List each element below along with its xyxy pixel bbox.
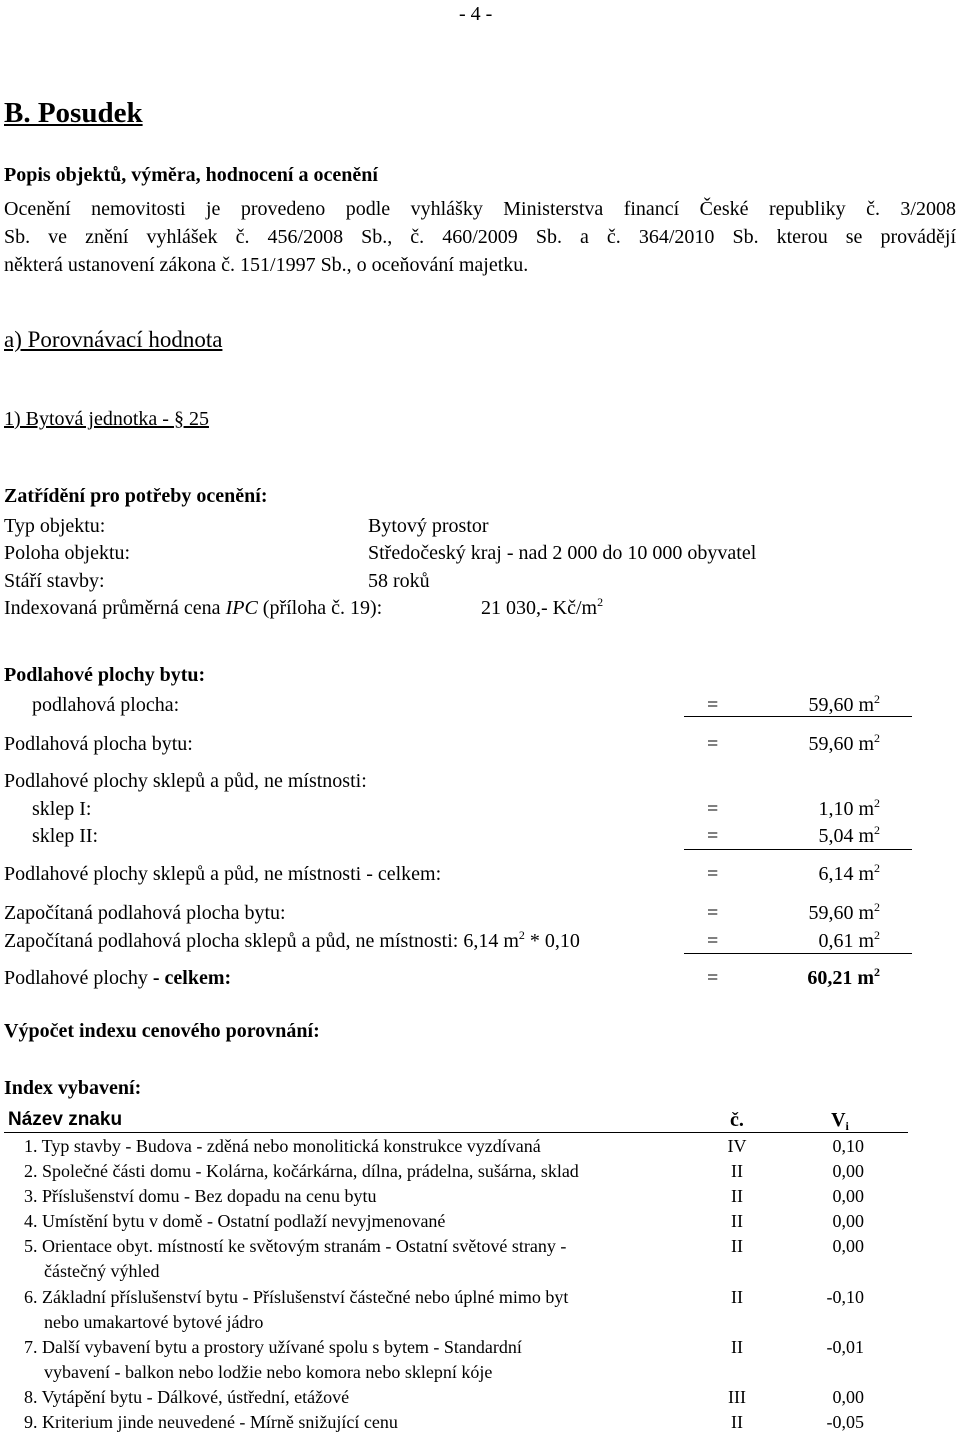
label-text: Započítaná podlahová plocha sklepů a půd, ne místnosti: 6,14 m	[4, 930, 519, 952]
class-value-type: Bytový prostor	[368, 515, 489, 537]
floor-total-label	[4, 966, 231, 990]
table-row-name: 1. Typ stavby - Budova - zděná nebo monolitická konstrukce vyzdívaná	[24, 1136, 541, 1156]
floor-area-value	[740, 693, 880, 717]
table-row-value: 0,00	[832, 1161, 864, 1181]
cellar-1-value	[740, 797, 880, 821]
header-v-sub: i	[845, 1119, 849, 1133]
index-heading: Výpočet indexu cenového porovnání:	[4, 1020, 320, 1042]
exponent: 2	[874, 692, 880, 706]
table-row-class: III	[728, 1387, 746, 1407]
table-row-value: 0,00	[832, 1236, 864, 1256]
cellar-2-value	[740, 824, 880, 848]
ipc-value	[481, 596, 603, 620]
table-row-class: II	[731, 1412, 743, 1432]
table-row-value: -0,01	[826, 1337, 864, 1357]
class-label-location: Poloha objektu:	[4, 542, 131, 564]
subsection-title: a) Porovnávací hodnota	[4, 327, 223, 352]
eq-sign: =	[707, 930, 719, 952]
ipc-label-text: Indexovaná průměrná cena	[4, 597, 226, 619]
intro-line-1: Ocenění nemovitosti je provedeno podle vyhlášky Ministerstva financí České republiky č. 3/2008	[4, 198, 956, 220]
table-row-value: -0,05	[826, 1412, 864, 1432]
unit-number: 25	[183, 408, 209, 430]
class-label-age: Stáří stavby:	[4, 570, 105, 592]
value-number: 59,60	[808, 733, 854, 755]
unit: m	[858, 902, 874, 924]
exponent: 2	[874, 823, 880, 837]
table-row-name-cont: částečný výhled	[44, 1261, 160, 1281]
table-row-class: II	[731, 1287, 743, 1307]
table-row-name: 8. Vytápění bytu - Dálkové, ústřední, etážové	[24, 1387, 350, 1407]
value-number: 59,60	[808, 902, 854, 924]
intro-line-2: Sb. ve znění vyhlášek č. 456/2008 Sb., č. 460/2009 Sb. a č. 364/2010 Sb. kterou se provádějí	[4, 226, 956, 248]
exponent: 2	[874, 900, 880, 914]
cellar-2-label: sklep II:	[32, 825, 99, 847]
section-title: B. Posudek	[4, 97, 143, 129]
counted-cellar-label	[4, 929, 580, 953]
counted-cellar-value	[740, 929, 880, 953]
value-number: 6,14	[818, 863, 854, 885]
table-header-rule	[4, 1132, 908, 1133]
eq-sign: =	[707, 863, 719, 885]
ipc-label	[4, 596, 382, 620]
table-row-value: 0,00	[832, 1211, 864, 1231]
cellar-1-label: sklep I:	[32, 798, 92, 820]
exponent: 2	[874, 731, 880, 745]
eq-sign: =	[707, 825, 719, 847]
flat-area-value	[740, 732, 880, 756]
table-row-value: 0,00	[832, 1387, 864, 1407]
table-row-name-cont: nebo umakartové bytové jádro	[44, 1312, 264, 1332]
table-row-class: II	[731, 1236, 743, 1256]
floor-total-value	[740, 966, 880, 990]
table-row-name: 7. Další vybavení bytu a prostory užívané spolu s bytem - Standardní	[24, 1337, 522, 1357]
flat-area-label: Podlahová plocha bytu:	[4, 733, 193, 755]
value-number: 1,10	[818, 798, 854, 820]
col-value-header	[800, 1108, 880, 1132]
table-row-name: 6. Základní příslušenství bytu - Příslušenství částečné nebo úplné mimo byt	[24, 1287, 569, 1307]
equipment-heading: Index vybavení:	[4, 1077, 142, 1099]
table-row-name: 2. Společné části domu - Kolárna, kočárkárna, dílna, prádelna, sušárna, sklad	[24, 1161, 579, 1181]
eq-sign: =	[707, 798, 719, 820]
value-number: 59,60	[808, 694, 854, 716]
table-row-value: 0,10	[832, 1136, 864, 1156]
cellar-total-value	[740, 862, 880, 886]
unit: m	[858, 863, 874, 885]
exponent: 2	[518, 928, 525, 942]
page-number: - 4 -	[459, 3, 493, 25]
exponent: 2	[874, 796, 880, 810]
unit: m	[858, 733, 874, 755]
unit-heading	[4, 407, 209, 431]
cellar-heading: Podlahové plochy sklepů a půd, ne místnosti:	[4, 770, 367, 792]
label-factor: * 0,10	[524, 930, 580, 952]
description-heading: Popis objektů, výměra, hodnocení a ocenění	[4, 164, 378, 186]
exponent: 2	[874, 928, 880, 942]
table-row-name: 5. Orientace obyt. místností ke světovým stranám - Ostatní světové strany -	[24, 1236, 567, 1256]
unit: m	[858, 694, 874, 716]
ipc-abbrev: IPC	[225, 597, 258, 619]
table-row-value: -0,10	[826, 1287, 864, 1307]
value-text: 60,21 m	[807, 967, 874, 989]
rule	[684, 849, 912, 850]
section-symbol: §	[173, 408, 184, 430]
unit-prefix: 1) Bytová jednotka -	[4, 408, 174, 430]
floor-heading: Podlahové plochy bytu:	[4, 664, 206, 686]
counted-flat-value	[740, 901, 880, 925]
intro-line-3: některá ustanovení zákona č. 151/1997 Sb., o oceňování majetku.	[4, 254, 529, 276]
table-row-name: 9. Kriterium jinde neuvedené - Mírně snižující cenu	[24, 1412, 398, 1432]
header-v: V	[831, 1109, 846, 1131]
table-row-value: 0,00	[832, 1186, 864, 1206]
table-row-class: II	[731, 1211, 743, 1231]
ipc-exponent: 2	[597, 595, 604, 609]
rule	[684, 953, 912, 954]
eq-sign: =	[707, 902, 719, 924]
rule	[684, 716, 912, 717]
table-row-class: II	[731, 1161, 743, 1181]
table-row-class: IV	[727, 1136, 747, 1156]
classification-heading: Zatřídění pro potřeby ocenění:	[4, 485, 268, 507]
label-suffix: - celkem:	[366, 863, 442, 885]
class-label-type: Typ objektu:	[4, 515, 106, 537]
table-row-name: 3. Příslušenství domu - Bez dopadu na cenu bytu	[24, 1186, 377, 1206]
eq-sign: =	[707, 694, 719, 716]
eq-sign: =	[707, 733, 719, 755]
table-row-name-cont: vybavení - balkon nebo lodžie nebo komora nebo sklepní kóje	[44, 1362, 493, 1382]
unit: m	[858, 798, 874, 820]
value-number: 0,61	[818, 930, 854, 952]
cellar-total-label	[4, 862, 441, 886]
value-number: 5,04	[818, 825, 854, 847]
counted-flat-label: Započítaná podlahová plocha bytu:	[4, 902, 286, 924]
label-text: Podlahové plochy sklepů a půd, ne místnosti	[4, 863, 367, 885]
exponent: 2	[874, 965, 880, 979]
table-row-class: II	[731, 1337, 743, 1357]
ipc-label-annex: (příloha č. 19):	[257, 597, 383, 619]
table-row-name: 4. Umístění bytu v domě - Ostatní podlaží nevyjmenované	[24, 1211, 446, 1231]
col-name-header: Název znaku	[8, 1109, 123, 1130]
unit: m	[858, 825, 874, 847]
ipc-value-text: 21 030,- Kč/m	[481, 597, 598, 619]
col-number-header: č.	[730, 1109, 744, 1131]
eq-sign: =	[707, 967, 719, 989]
floor-area-label: podlahová plocha:	[32, 694, 180, 716]
class-value-age: 58 roků	[368, 570, 430, 592]
class-value-location: Středočeský kraj - nad 2 000 do 10 000 obyvatel	[368, 542, 757, 564]
label-text: Podlahové plochy	[4, 967, 153, 989]
label-suffix: - celkem:	[152, 967, 232, 989]
table-row-class: II	[731, 1186, 743, 1206]
unit: m	[858, 930, 874, 952]
exponent: 2	[874, 861, 880, 875]
